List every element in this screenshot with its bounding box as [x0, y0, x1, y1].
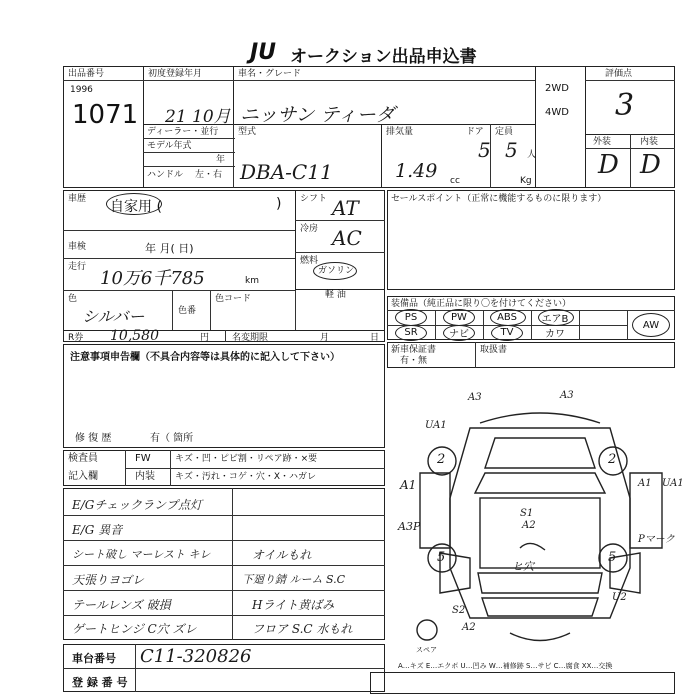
history-close: )	[276, 196, 282, 212]
color-no-label: 色番	[178, 306, 197, 316]
option-aw-circle	[632, 313, 670, 337]
option-pw: PW	[451, 312, 467, 323]
capacity-label: 定員	[495, 127, 514, 137]
recycle-value: 10,580	[110, 328, 159, 344]
car-body-outline	[450, 428, 630, 618]
code-spare: スペア	[416, 646, 437, 654]
capacity-value: 5	[505, 138, 518, 162]
car-name-label: 車名・グレード	[238, 69, 302, 79]
code-wheel-fl: 2	[437, 452, 446, 467]
code-a2-bottom: A2	[462, 622, 476, 633]
doors-label: ドア	[466, 127, 484, 137]
remark-left-6: ゲートヒンジ C穴 ズレ	[72, 622, 197, 636]
chassis-value: C11-320826	[140, 646, 252, 667]
spare-wheel	[417, 620, 437, 640]
mileage-unit: km	[245, 276, 259, 286]
hood-outline	[485, 438, 595, 468]
fuel-label: 燃料	[300, 256, 319, 266]
model-year-label: モデル年式	[147, 141, 192, 151]
displacement-label: 排気量	[386, 127, 414, 137]
auction-logo: JU	[250, 40, 277, 65]
fw-label: FW	[135, 453, 151, 464]
option-sr-circle	[395, 325, 427, 341]
remark-left-5: テールレンズ 破損	[72, 598, 171, 612]
damage-legend: A…キズ E…エクボ U…凹み W…補修跡 S…サビ C…腐食 XX…交換	[398, 662, 613, 670]
reg-date-value: 21 10月	[165, 107, 231, 127]
code-wheel-fr: 2	[608, 452, 617, 467]
shift-label: シフト	[300, 194, 328, 204]
code-s2: S2	[452, 605, 466, 616]
registration-label: 登 録 番 号	[72, 676, 128, 689]
inspector-label: 検査員	[68, 453, 98, 464]
tailgate-outline	[482, 598, 598, 616]
remark-left-2: E/G 異音	[72, 523, 123, 537]
legend-inner: キズ・汚れ・コゲ・穴・X・ハガレ	[175, 472, 316, 482]
capacity-unit: 人	[527, 150, 537, 160]
interior-value: D	[640, 150, 661, 180]
code-a3-top2: A3	[560, 390, 574, 401]
car-name-value: ニッサン ティーダ	[240, 104, 395, 126]
inspection-value: 年 月( 日)	[145, 242, 194, 255]
drive-4wd: 4WD	[545, 107, 569, 118]
options-label: 装備品（純正品に限り〇を付けてください）	[391, 299, 572, 309]
left-side-outline	[420, 473, 450, 548]
dealer-label: ディーラー・並行	[147, 127, 219, 137]
code-u2: U2	[612, 592, 627, 603]
repair-history-label: 修 復 歴	[75, 433, 112, 444]
code-s1-roof: S1	[520, 508, 534, 519]
code-hole: ヒ穴	[512, 560, 534, 573]
code-a1-right: A1	[638, 478, 652, 489]
remark-right-3: Hライト黄ばみ	[252, 598, 335, 612]
ac-label: 冷房	[300, 224, 319, 234]
remark-left-4: 天張りヨゴレ	[72, 573, 145, 587]
damage-mark-dent	[520, 543, 545, 550]
remark-right-1: オイルもれ	[252, 548, 312, 562]
code-p-mark: Pマーク	[638, 534, 675, 545]
listing-no-value: 1071	[72, 100, 139, 130]
ac-value: AC	[332, 226, 362, 250]
rear-window-outline	[478, 573, 602, 593]
exterior-value: D	[598, 150, 619, 180]
chassis-label: 車台番号	[72, 652, 116, 665]
bottom-right-box	[370, 672, 675, 694]
type-value: DBA-C11	[240, 160, 333, 184]
inspection-label: 車検	[68, 242, 87, 252]
exterior-label: 外装	[593, 137, 612, 147]
shift-value: AT	[332, 196, 359, 220]
code-wheel-rr: 5	[608, 550, 617, 565]
color-value: シルバー	[82, 307, 145, 326]
mileage-label: 走行	[68, 262, 87, 272]
option-abs-circle	[490, 309, 526, 326]
warranty-unit2: 日	[370, 333, 380, 343]
listing-no-label: 出品番号	[68, 69, 105, 79]
repair-history-value: 有（ 箇所	[150, 433, 194, 444]
weight-unit: Kg	[520, 176, 532, 186]
interior-label: 内装	[640, 137, 659, 147]
new-car-label: 新車保証書	[391, 345, 437, 355]
recycle-label: R券	[68, 333, 84, 343]
handle-value: 左・右	[195, 170, 223, 180]
warranty-label: 名変期限	[232, 333, 269, 343]
option-airbag: エアB	[541, 314, 569, 325]
rear-bumper-outline	[510, 633, 570, 641]
form-title: オークション出品申込書	[290, 47, 477, 67]
option-tv: TV	[500, 327, 514, 338]
type-label: 型式	[238, 127, 257, 137]
code-a1-left: A1	[400, 478, 417, 492]
front-bumper-outline	[480, 413, 600, 423]
listing-no-prefix: 1996	[70, 85, 93, 95]
displacement-unit: cc	[450, 176, 460, 186]
remark-right-2: 下廻り錆 ルーム S.C	[242, 573, 346, 586]
option-ps: PS	[404, 312, 418, 323]
reg-date-label: 初度登録年月	[148, 69, 203, 79]
sales-point-label: セールスポイント（正常に機能するものに限ります）	[391, 194, 607, 204]
model-year-unit: 年	[216, 155, 226, 165]
option-airbag-circle	[538, 309, 574, 326]
roof-outline	[480, 498, 600, 568]
option-leather: カワ	[545, 329, 565, 340]
gasoline-circle	[313, 262, 357, 280]
code-a3p-left: A3P	[398, 520, 421, 533]
manual-label: 取扱書	[480, 345, 508, 355]
fuel-gasoline: ガソリン	[318, 266, 355, 276]
color-code-label: 色コード	[215, 294, 252, 304]
doors-value: 5	[478, 138, 491, 162]
remark-left-3: シート破し マーレスト キレ	[72, 548, 211, 561]
remark-right-4: フロア S.C 水もれ	[252, 622, 353, 636]
code-ua1-right: UA1	[662, 478, 684, 489]
score-label: 評価点	[605, 69, 633, 79]
option-sr: SR	[404, 327, 418, 338]
warranty-unit1: 月	[320, 333, 330, 343]
sales-point-box	[387, 190, 675, 290]
new-car-value: 有・無	[400, 356, 428, 366]
score-value: 3	[615, 88, 635, 123]
code-wheel-rl: 5	[437, 550, 446, 565]
handle-label: ハンドル	[147, 170, 184, 180]
option-navi-circle	[443, 325, 475, 341]
displacement-value: 1.49	[395, 160, 438, 182]
legend-outer: キズ・凹・ピビ割・リペア跡・×要	[175, 454, 318, 464]
option-aw: AW	[642, 319, 660, 331]
entry-label: 記入欄	[68, 471, 98, 482]
option-tv-circle	[491, 325, 523, 341]
option-ps-circle	[395, 309, 427, 326]
option-navi: ナビ	[449, 329, 469, 340]
notes-label: 注意事項申告欄（不具合内容等は具体的に記入して下さい）	[70, 352, 340, 363]
recycle-unit: 円	[200, 333, 210, 343]
remark-left-1: E/Gチェックランプ点灯	[72, 498, 203, 512]
inner-label: 内装	[135, 471, 155, 482]
history-value: 自家用 (	[110, 199, 162, 215]
option-abs: ABS	[497, 312, 517, 323]
drive-2wd: 2WD	[545, 83, 569, 94]
option-pw-circle	[443, 309, 475, 326]
code-ua1-left: UA1	[425, 420, 447, 431]
history-label: 車歴	[68, 194, 87, 204]
windshield-outline	[475, 473, 605, 493]
code-a2-roof: A2	[522, 520, 536, 531]
fuel-diesel: 軽 油	[325, 290, 346, 300]
color-label: 色	[68, 294, 78, 304]
code-a3-top1: A3	[468, 392, 482, 403]
private-use-circle	[106, 193, 162, 215]
mileage-value: 10万6千785	[100, 268, 205, 289]
